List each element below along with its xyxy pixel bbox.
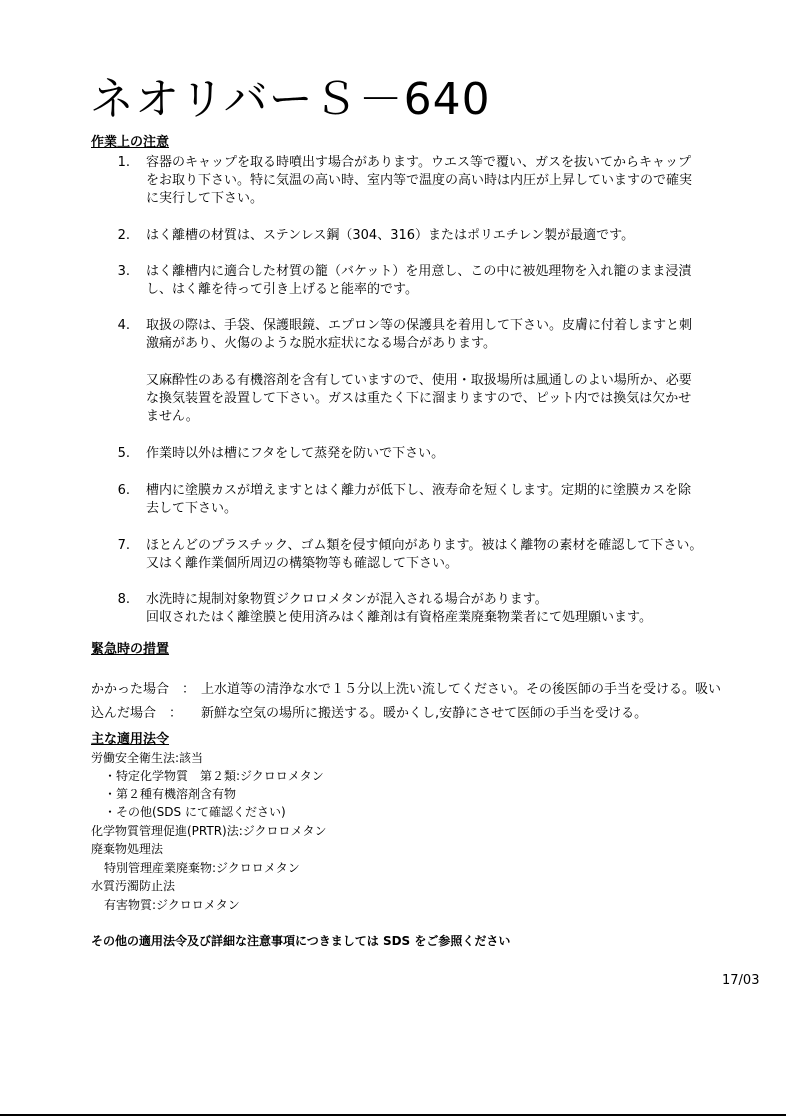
item-line: 容器のキャップを取る時噴出す場合があります。ウエス等で覆い、ガスを抜いてからキャップ [146, 155, 691, 170]
item-line: に実行して下さい。 [146, 191, 264, 206]
item-number: 1. [117, 155, 130, 170]
law-line: ・その他(SDS にて確認ください) [104, 805, 286, 819]
item-line: 水洗時に規制対象物質ジクロロメタンが混入される場合があります。 [146, 592, 548, 607]
item-number: 3. [117, 264, 130, 279]
law-line: 化学物質管理促進(PRTR)法:ジクロロメタン [91, 824, 327, 838]
item-line: し、はく離を待って引き上げると能率的です。 [146, 282, 418, 297]
law-line: 特別管理産業廃棄物:ジクロロメタン [104, 861, 300, 875]
item-line: 又はく離作業個所周辺の構築物等も確認して下さい。 [146, 556, 459, 571]
item-line: をお取り下さい。特に気温の高い時、室内等で温度の高い時は内圧が上昇していますので確実 [146, 173, 693, 188]
item-number: 2. [117, 228, 130, 243]
item-number: 8. [117, 592, 130, 607]
law-line: 廃棄物処理法 [91, 842, 164, 856]
item-number: 5. [117, 446, 130, 461]
footer-note: その他の適用法令及び詳細な注意事項につきましては SDS をご参照ください [91, 934, 511, 948]
emergency-row [91, 681, 721, 699]
emergency-label: 込んだ場合 ： [91, 706, 183, 721]
law-line: 有害物質:ジクロロメタン [104, 898, 240, 912]
item-text [146, 482, 740, 518]
item-text [146, 372, 740, 426]
item-line: な換気装置を設置して下さい。ガスは重たく下に溜まりますので、ピット内では換気は欠かせ [146, 391, 692, 406]
item-text [146, 154, 740, 208]
item-line: 槽内に塗膜カスが増えますとはく離力が低下し、液寿命を短くします。定期的に塗膜カスを除 [146, 483, 691, 498]
emergency-text: 上水道等の清浄な水で１５分以上洗い流してください。その後医師の手当を受ける。吸い [201, 682, 722, 697]
emergency-label: かかった場合 ： [91, 682, 196, 697]
item-text [146, 591, 740, 627]
item-number: 7. [117, 538, 130, 553]
item-line: ません。 [146, 409, 199, 424]
law-line: 水質汚濁防止法 [91, 879, 176, 893]
item-line: ほとんどのプラスチック、ゴム類を侵す傾向があります。被はく離物の素材を確認して下さい。 [146, 538, 703, 553]
law-line: 労働安全衛生法:該当 [91, 751, 204, 765]
emergency-heading: 緊急時の措置 [91, 642, 170, 657]
product-title: ネオリバーＳ－640 [90, 74, 491, 125]
item-text [146, 263, 740, 299]
law-line: ・特定化学物質 第２類:ジクロロメタン [104, 769, 324, 783]
precautions-heading: 作業上の注意 [91, 135, 170, 150]
item-line: 作業時以外は槽にフタをして蒸発を防いで下さい。 [146, 446, 445, 461]
item-line: 回収されたはく離塗膜と使用済みはく離剤は有資格産業廃棄物業者にて処理願います。 [146, 610, 652, 625]
item-number: 6. [117, 483, 130, 498]
emergency-row [91, 705, 647, 723]
emergency-text: 新鮮な空気の場所に搬送する。暖かくし,安静にさせて医師の手当を受ける。 [201, 706, 648, 721]
item-number: 4. [117, 318, 130, 333]
bottom-rule [0, 1114, 786, 1116]
item-text [146, 537, 740, 573]
item-line: 去して下さい。 [146, 501, 238, 516]
law-line: ・第２種有機溶剤含有物 [104, 787, 237, 801]
item-text [146, 445, 740, 463]
item-line: はく離槽の材質は、ステンレス鋼（304、316）またはポリエチレン製が最適です。 [146, 228, 635, 243]
item-line: はく離槽内に適合した材質の籠（バケット）を用意し、この中に被処理物を入れ籠のまま浸漬 [146, 264, 692, 279]
item-text [146, 227, 740, 245]
item-text [146, 317, 740, 353]
item-line: 激痛があり、火傷のような脱水症状になる場合があります。 [146, 336, 496, 351]
item-line: 取扱の際は、手袋、保護眼鏡、エプロン等の保護具を着用して下さい。皮膚に付着しますと刺 [146, 318, 693, 333]
document-date: 17/03 [722, 973, 760, 988]
item-line: 又麻酔性のある有機溶剤を含有していますので、使用・取扱場所は風通しのよい場所か、必要 [146, 373, 692, 388]
laws-heading: 主な適用法令 [91, 732, 170, 747]
